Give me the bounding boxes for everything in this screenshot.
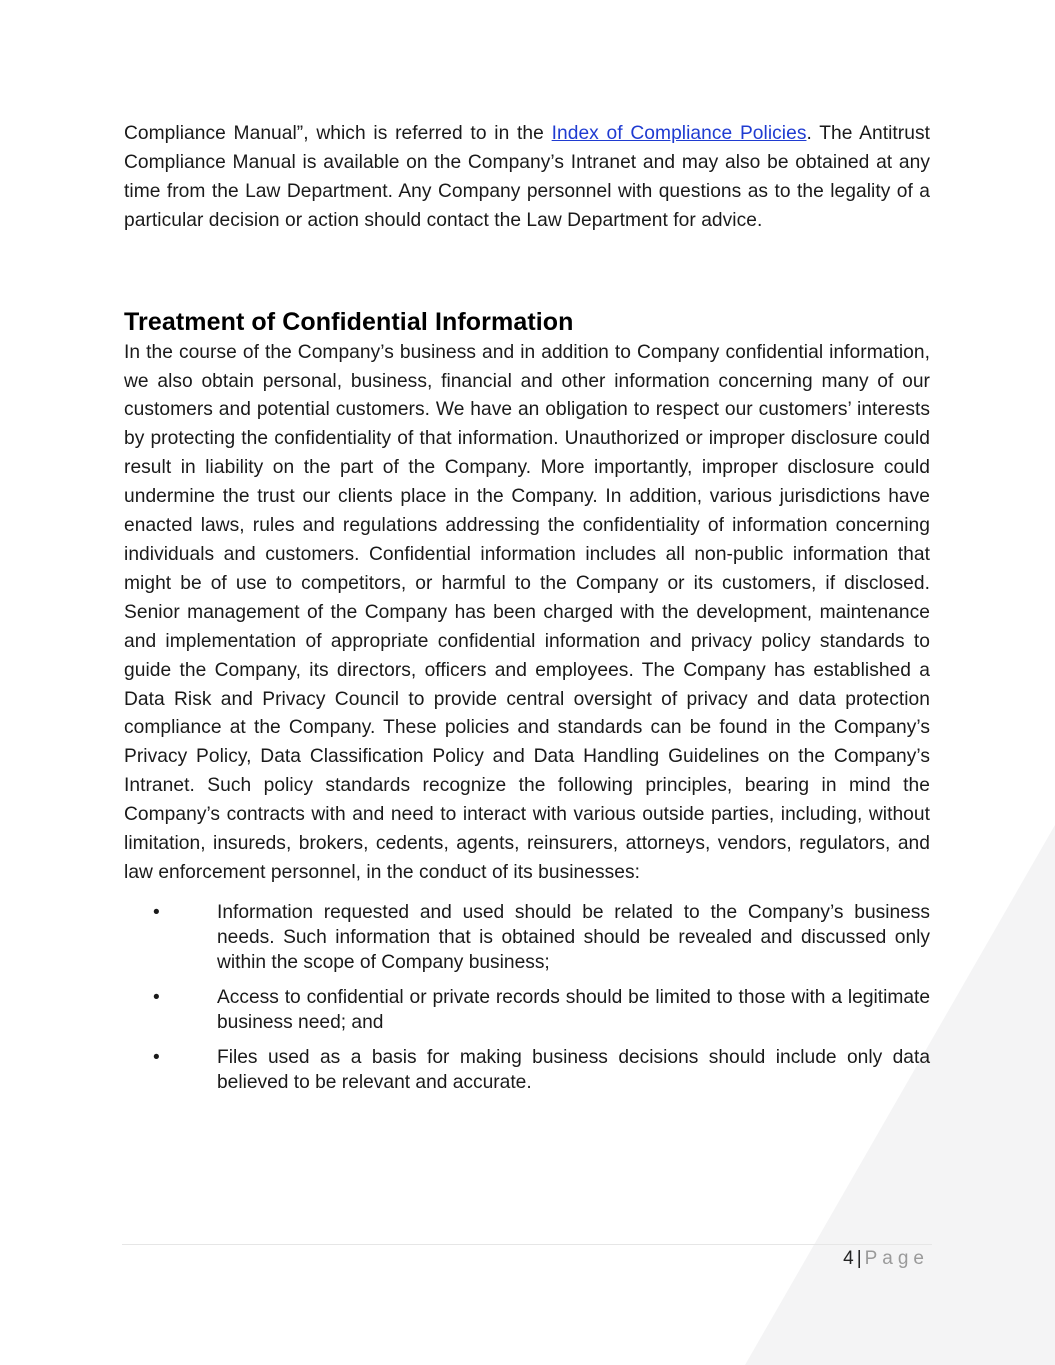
bullet-icon: • [153,1046,160,1068]
page-content [124,120,930,1105]
principles-list [124,900,930,1095]
list-item-text: Files used as a basis for making business decisions should include only data believed to be relevant and accurate. [217,1046,930,1093]
intro-paragraph [124,120,930,236]
page-number: 4 [843,1248,854,1269]
index-of-compliance-policies-link[interactable]: Index of Compliance Policies [551,123,807,144]
section-heading: Treatment of Confidential Information [124,307,574,336]
footer-separator: | [856,1248,862,1269]
intro-text-before-link: Compliance Manual”, which is referred to in the [124,123,552,144]
list-item [124,985,930,1035]
bullet-icon: • [153,986,160,1008]
page-footer [843,1248,929,1270]
list-item [124,1045,930,1095]
list-item-text: Access to confidential or private records should be limited to those with a legitimate business need; and [217,986,930,1033]
list-item-text: Information requested and used should be related to the Company’s business needs. Such information that is obtained should be revealed and discussed only within the scope of Company business; [217,901,930,973]
footer-divider [122,1244,932,1245]
bullet-icon: • [153,901,160,923]
page-label: Page [864,1248,929,1269]
confidential-info-paragraph: In the course of the Company’s business and in addition to Company confidential information, we also obtain personal, business, financial and other information concerning many of our customers and potential customers. We have an obligation to respect our customers’ interests by protecting the confidentiality of that information. Unauthorized or improper disclosure could result in liability on the part of the Company. More importantly, improper disclosure could undermine the trust our clients place in the Company. In addition, various jurisdictions have enacted laws, rules and regulations addressing the confidentiality of information concerning individuals and customers. Confidential information includes all non-public information that might be of use to competitors, or harmful to the Company or its customers, if disclosed. Senior management of the Company has been charged with the development, maintenance and implementation of appropriate confidential information and privacy policy standards to guide the Company, its directors, officers and employees. The Company has established a Data Risk and Privacy Council to provide central oversight of privacy and data protection compliance at the Company. These policies and standards can be found in the Company’s Privacy Policy, Data Classification Policy and Data Handling Guidelines on the Company’s Intranet. Such policy standards recognize the following principles, bearing in mind the Company’s contracts with and need to interact with various outside parties, including, without limitation, insureds, brokers, cedents, agents, reinsurers, attorneys, vendors, regulators, and law enforcement personnel, in the conduct of its businesses: [124,341,930,883]
intro-text-after-link: . The Antitrust Compliance Manual is available on the Company’s Intranet and may also be obtained at any time from the Law Department. Any Company personnel with questions as to the legality of a particular decision or action should contact the Law Department for advice. [124,123,930,231]
list-item [124,900,930,975]
